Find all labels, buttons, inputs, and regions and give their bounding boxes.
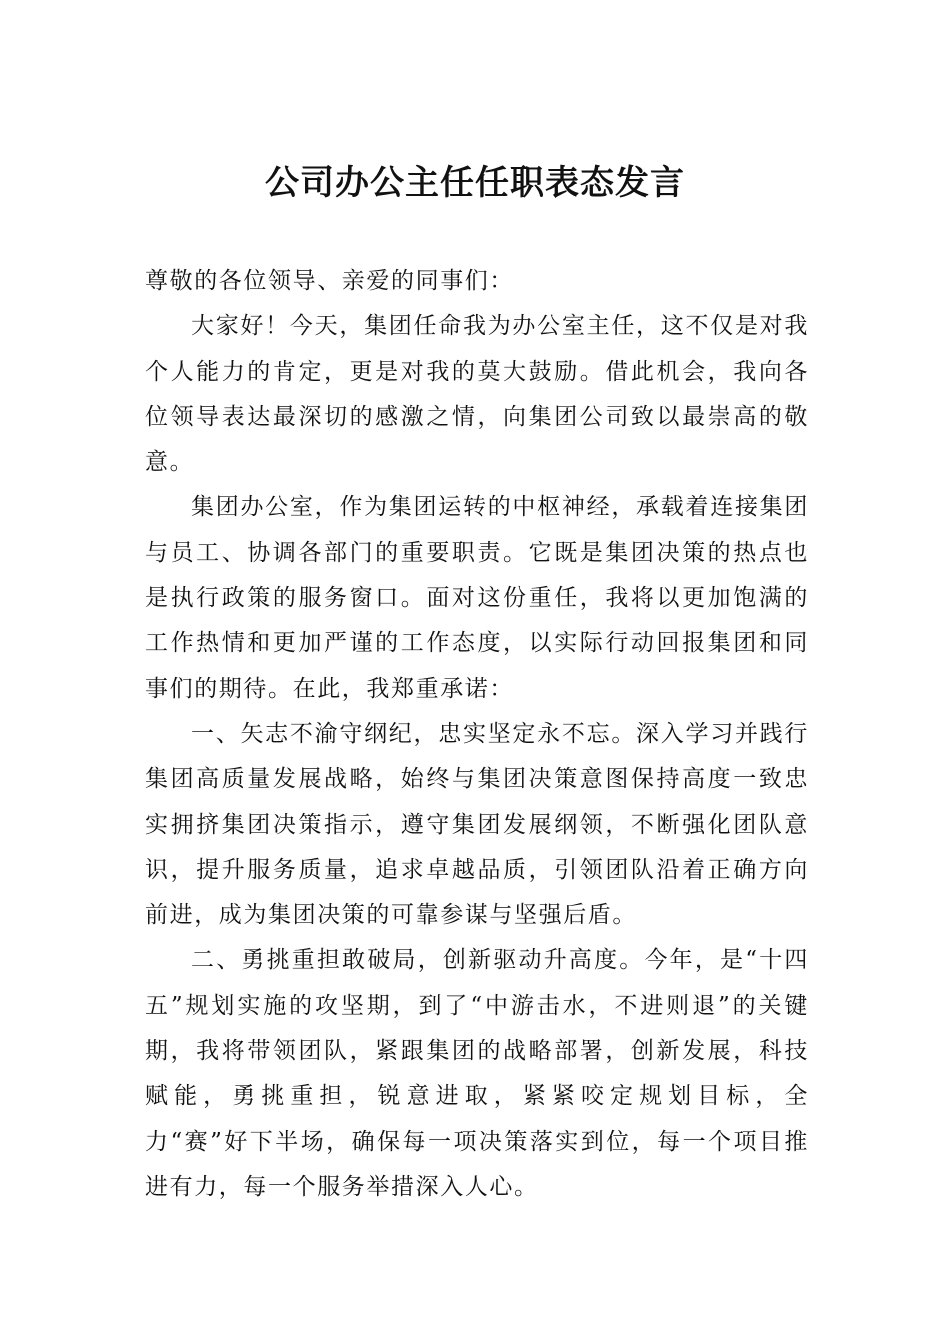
document-body: [145, 259, 809, 1210]
paragraph-office-role: 集团办公室，作为集团运转的中枢神经，承载着连接集团与员工、协调各部门的重要职责。它既是集团决策的热点也是执行政策的服务窗口。面对这份重任，我将以更加饱满的工作热情和更加严谨的工作态度，以实际行动回报集团和同事们的期待。在此，我郑重承诺：: [145, 494, 809, 702]
paragraph-commitment-two: 二、勇挑重担敢破局，创新驱动升高度。今年，是“十四五”规划实施的攻坚期，到了“中游击水，不进则退”的关键期，我将带领团队，紧跟集团的战略部署，创新发展，科技赋能，勇挑重担，锐意进取，紧紧咬定规划目标，全力“赛”好下半场，确保每一项决策落实到位，每一个项目推进有力，每一个服务举措深入人心。: [145, 947, 809, 1200]
document-title: 公司办公主任任职表态发言: [265, 163, 685, 203]
paragraph-commitment-one: 一、矢志不渝守纲纪，忠实坚定永不忘。深入学习并践行集团高质量发展战略，始终与集团决策意图保持高度一致忠实拥挤集团决策指示，遵守集团发展纲领，不断强化团队意识，提升服务质量，追求卓越品质，引领团队沿着正确方向前进，成为集团决策的可靠参谋与坚强后盾。: [145, 720, 809, 929]
salutation: 尊敬的各位领导、亲爱的同事们：: [145, 268, 514, 294]
paragraph-greeting: 大家好！今天，集团任命我为办公室主任，这不仅是对我个人能力的肯定，更是对我的莫大鼓励。借此机会，我向各位领导表达最深切的感激之情，向集团公司致以最崇高的敬意。: [145, 313, 809, 476]
